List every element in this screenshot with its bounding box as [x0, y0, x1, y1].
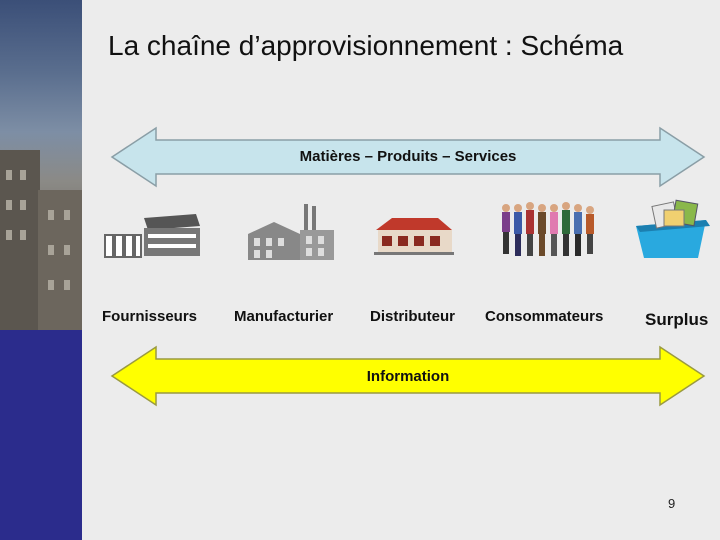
box-icon	[628, 196, 718, 262]
side-band	[0, 330, 82, 540]
node-label-manufacturier: Manufacturier	[234, 308, 334, 325]
node-label-distributeur: Distributeur	[370, 308, 456, 325]
store-icon	[372, 212, 456, 256]
node-label-consommateurs: Consommateurs	[485, 308, 604, 325]
information-arrow-label: Information	[366, 368, 450, 385]
city-photo-image	[0, 0, 82, 330]
factory-icon	[244, 204, 338, 262]
node-label-surplus: Surplus	[645, 310, 709, 329]
people-icon	[498, 198, 598, 260]
page-number: 9	[668, 496, 676, 511]
node-label-fournisseurs: Fournisseurs	[102, 308, 198, 325]
warehouse-icon	[100, 212, 204, 262]
slide-title: La chaîne d’approvisionnement : Schéma	[108, 30, 624, 61]
materials-arrow-label: Matières – Produits – Services	[299, 148, 517, 165]
